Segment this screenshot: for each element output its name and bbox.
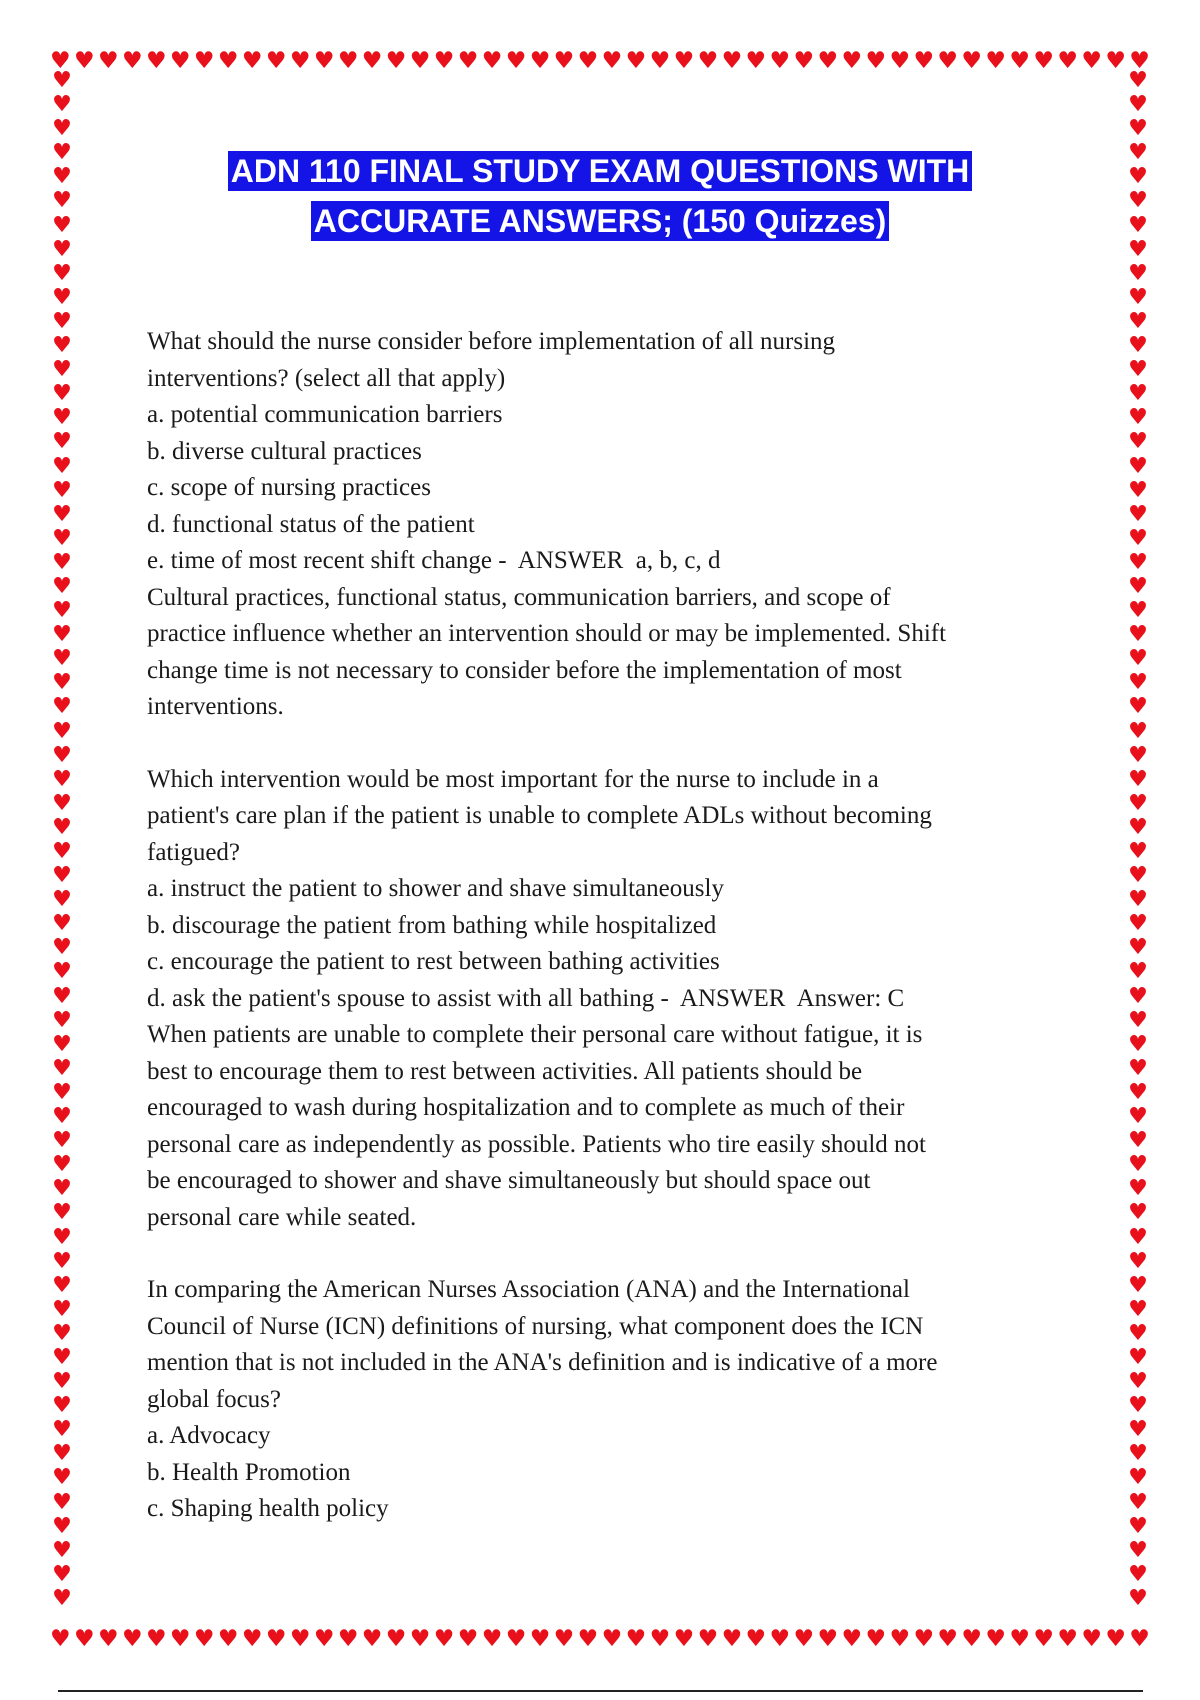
heart-icon: ♥ (1128, 622, 1148, 648)
question-stem-line: global focus? (147, 1385, 281, 1413)
heart-icon: ♥ (52, 116, 72, 142)
heart-icon: ♥ (52, 1369, 72, 1395)
heart-icon: ♥ (52, 1441, 72, 1467)
heart-icon: ♥ (265, 48, 287, 74)
heart-icon: ♥ (793, 1626, 815, 1652)
heart-icon: ♥ (1128, 1007, 1148, 1033)
heart-icon: ♥ (289, 48, 311, 74)
heart-icon: ♥ (745, 1626, 767, 1652)
heart-icon: ♥ (1128, 1441, 1148, 1467)
heart-icon: ♥ (52, 164, 72, 190)
heart-icon: ♥ (1128, 260, 1148, 286)
heart-icon: ♥ (52, 1513, 72, 1539)
heart-icon: ♥ (937, 48, 959, 74)
heart-icon: ♥ (52, 212, 72, 238)
heart-icon: ♥ (1128, 1513, 1148, 1539)
heart-border-bottom (50, 1626, 1150, 1652)
heart-icon: ♥ (1128, 1128, 1148, 1154)
heart-icon: ♥ (1105, 48, 1126, 74)
heart-icon: ♥ (1033, 1626, 1054, 1652)
heart-icon: ♥ (961, 1626, 983, 1652)
heart-icon: ♥ (121, 48, 143, 74)
answer-option: c. scope of nursing practices (147, 474, 431, 501)
heart-icon: ♥ (553, 48, 575, 74)
question-stem-line: In comparing the American Nurses Association (ANA) and the International (147, 1276, 910, 1303)
heart-icon: ♥ (361, 48, 383, 74)
answer-option: a. instruct the patient to shower and shave simultaneously (147, 875, 724, 902)
heart-icon: ♥ (769, 48, 791, 74)
heart-icon: ♥ (1128, 357, 1148, 383)
heart-icon: ♥ (52, 405, 72, 431)
heart-icon: ♥ (52, 1079, 72, 1105)
heart-icon: ♥ (1128, 212, 1148, 238)
heart-icon: ♥ (52, 622, 72, 648)
heart-icon: ♥ (961, 48, 983, 74)
heart-icon: ♥ (433, 1626, 455, 1652)
heart-icon: ♥ (673, 1626, 695, 1652)
heart-icon: ♥ (1057, 1626, 1078, 1652)
heart-icon: ♥ (52, 983, 72, 1009)
heart-icon: ♥ (529, 1626, 551, 1652)
heart-icon: ♥ (793, 48, 815, 74)
heart-icon: ♥ (1128, 742, 1148, 768)
heart-border-left (50, 70, 74, 1610)
heart-icon: ♥ (52, 718, 72, 744)
heart-icon: ♥ (52, 766, 72, 792)
heart-icon: ♥ (52, 742, 72, 768)
heart-icon: ♥ (577, 48, 599, 74)
heart-icon: ♥ (385, 48, 407, 74)
heart-icon: ♥ (52, 1561, 72, 1587)
question-stem-line: Council of Nurse (ICN) definitions of nursing, what component does the ICN (147, 1312, 924, 1340)
heart-icon: ♥ (169, 1626, 191, 1652)
heart-icon: ♥ (1081, 1626, 1102, 1652)
heart-border-top (50, 48, 1150, 74)
question-stem-line: patient's care plan if the patient is unable to complete ADLs without becoming (147, 802, 932, 829)
heart-icon: ♥ (1128, 188, 1148, 214)
heart-icon: ♥ (52, 68, 72, 93)
heart-icon: ♥ (1057, 48, 1078, 74)
heart-icon: ♥ (1009, 1626, 1030, 1652)
heart-border-right (1126, 70, 1150, 1610)
heart-icon: ♥ (1128, 1176, 1148, 1202)
heart-icon: ♥ (913, 48, 935, 74)
heart-icon: ♥ (52, 525, 72, 551)
heart-icon: ♥ (289, 1626, 311, 1652)
question-stem-line: interventions? (select all that apply) (147, 364, 506, 392)
heart-icon: ♥ (409, 48, 431, 74)
heart-icon: ♥ (385, 1626, 407, 1652)
heart-icon: ♥ (457, 48, 479, 74)
heart-icon: ♥ (865, 48, 887, 74)
heart-icon: ♥ (1105, 1626, 1126, 1652)
heart-icon: ♥ (1128, 68, 1148, 93)
heart-icon: ♥ (1128, 1585, 1148, 1611)
answer-option: a. potential communication barriers (147, 401, 503, 428)
heart-icon: ♥ (52, 646, 72, 672)
heart-icon: ♥ (1128, 429, 1148, 455)
heart-icon: ♥ (52, 935, 72, 961)
heart-icon: ♥ (52, 1224, 72, 1250)
heart-icon: ♥ (1128, 284, 1148, 310)
heart-icon: ♥ (52, 381, 72, 407)
heart-icon: ♥ (241, 48, 263, 74)
heart-icon: ♥ (52, 1200, 72, 1226)
rationale-line: interventions. (147, 693, 284, 720)
heart-icon: ♥ (1128, 453, 1148, 479)
bottom-divider (58, 1690, 1143, 1692)
heart-icon: ♥ (50, 1626, 71, 1652)
heart-icon: ♥ (1128, 116, 1148, 142)
heart-icon: ♥ (1128, 1320, 1148, 1346)
heart-icon: ♥ (52, 1417, 72, 1443)
heart-icon: ♥ (1128, 1104, 1148, 1130)
heart-icon: ♥ (769, 1626, 791, 1652)
heart-icon: ♥ (1128, 1417, 1148, 1443)
heart-icon: ♥ (1128, 959, 1148, 985)
heart-icon: ♥ (1081, 48, 1102, 74)
heart-icon: ♥ (1128, 1393, 1148, 1419)
heart-icon: ♥ (52, 453, 72, 479)
heart-icon: ♥ (505, 48, 527, 74)
heart-icon: ♥ (52, 1344, 72, 1370)
heart-icon: ♥ (52, 501, 72, 527)
rationale-line: change time is not necessary to consider before the implementation of most (147, 656, 902, 684)
heart-icon: ♥ (241, 1626, 263, 1652)
heart-icon: ♥ (745, 48, 767, 74)
heart-icon: ♥ (1128, 1200, 1148, 1226)
heart-icon: ♥ (1128, 1152, 1148, 1178)
rationale-line: When patients are unable to complete their personal care without fatigue, it is (147, 1021, 923, 1048)
heart-icon: ♥ (52, 863, 72, 889)
heart-icon: ♥ (52, 260, 72, 286)
question-stem-line: mention that is not included in the ANA's definition and is indicative of a more (147, 1349, 938, 1376)
heart-icon: ♥ (1128, 236, 1148, 262)
heart-icon: ♥ (52, 1537, 72, 1563)
heart-icon: ♥ (1128, 887, 1148, 913)
heart-icon: ♥ (73, 48, 95, 74)
answer-option: d. ask the patient's spouse to assist with all bathing - ANSWER Answer: C (147, 984, 905, 1012)
heart-icon: ♥ (52, 1152, 72, 1178)
heart-icon: ♥ (673, 48, 695, 74)
heart-icon: ♥ (505, 1626, 527, 1652)
heart-icon: ♥ (697, 48, 719, 74)
heart-icon: ♥ (1128, 718, 1148, 744)
heart-icon: ♥ (1128, 1272, 1148, 1298)
heart-icon: ♥ (52, 1007, 72, 1033)
heart-icon: ♥ (697, 1626, 719, 1652)
heart-icon: ♥ (649, 48, 671, 74)
rationale-line: encouraged to wash during hospitalization and to complete as much of their (147, 1094, 905, 1121)
heart-icon: ♥ (1009, 48, 1030, 74)
heart-icon: ♥ (52, 1104, 72, 1130)
heart-icon: ♥ (1128, 1296, 1148, 1322)
heart-icon: ♥ (52, 1055, 72, 1081)
heart-icon: ♥ (1128, 935, 1148, 961)
heart-icon: ♥ (649, 1626, 671, 1652)
heart-icon: ♥ (1128, 1079, 1148, 1105)
answer-option: b. diverse cultural practices (147, 437, 422, 465)
heart-icon: ♥ (52, 670, 72, 696)
heart-icon: ♥ (52, 1128, 72, 1154)
heart-icon: ♥ (52, 1248, 72, 1274)
heart-icon: ♥ (1128, 694, 1148, 720)
heart-icon: ♥ (52, 1489, 72, 1515)
heart-icon: ♥ (601, 48, 623, 74)
heart-icon: ♥ (52, 140, 72, 166)
heart-icon: ♥ (1128, 863, 1148, 889)
heart-icon: ♥ (193, 48, 215, 74)
rationale-line: practice influence whether an intervention should or may be implemented. Shift (147, 620, 947, 647)
heart-icon: ♥ (577, 1626, 599, 1652)
heart-icon: ♥ (1129, 48, 1150, 74)
heart-icon: ♥ (1128, 1055, 1148, 1081)
heart-icon: ♥ (337, 48, 359, 74)
heart-icon: ♥ (1128, 573, 1148, 599)
answer-option: b. discourage the patient from bathing while hospitalized (147, 911, 717, 939)
heart-icon: ♥ (1033, 48, 1054, 74)
heart-icon: ♥ (1128, 333, 1148, 359)
heart-icon: ♥ (457, 1626, 479, 1652)
heart-icon: ♥ (1128, 983, 1148, 1009)
heart-icon: ♥ (553, 1626, 575, 1652)
heart-icon: ♥ (1128, 598, 1148, 624)
question-block (147, 324, 1067, 726)
heart-icon: ♥ (52, 839, 72, 864)
question-block (147, 762, 1067, 1237)
heart-icon: ♥ (721, 1626, 743, 1652)
heart-icon: ♥ (52, 357, 72, 383)
heart-icon: ♥ (193, 1626, 215, 1652)
heart-icon: ♥ (865, 1626, 887, 1652)
heart-icon: ♥ (433, 48, 455, 74)
answer-option: c. encourage the patient to rest between bathing activities (147, 948, 720, 975)
rationale-line: personal care while seated. (147, 1203, 417, 1231)
heart-icon: ♥ (313, 1626, 335, 1652)
heart-icon: ♥ (52, 598, 72, 624)
answer-option: d. functional status of the patient (147, 510, 475, 538)
heart-icon: ♥ (1128, 140, 1148, 166)
heart-icon: ♥ (625, 1626, 647, 1652)
heart-icon: ♥ (1128, 549, 1148, 575)
heart-icon: ♥ (1128, 646, 1148, 672)
rationale-line: Cultural practices, functional status, communication barriers, and scope of (147, 583, 891, 611)
heart-icon: ♥ (169, 48, 191, 74)
heart-icon: ♥ (52, 1031, 72, 1057)
heart-icon: ♥ (52, 1585, 72, 1611)
heart-icon: ♥ (601, 1626, 623, 1652)
heart-icon: ♥ (121, 1626, 143, 1652)
heart-icon: ♥ (721, 48, 743, 74)
question-stem-line: What should the nurse consider before implementation of all nursing (147, 328, 836, 355)
answer-option: b. Health Promotion (147, 1458, 351, 1486)
heart-icon: ♥ (1128, 911, 1148, 937)
heart-icon: ♥ (52, 1296, 72, 1322)
heart-icon: ♥ (409, 1626, 431, 1652)
heart-icon: ♥ (73, 1626, 95, 1652)
heart-icon: ♥ (52, 959, 72, 985)
heart-icon: ♥ (481, 48, 503, 74)
heart-icon: ♥ (817, 1626, 839, 1652)
heart-icon: ♥ (1128, 1031, 1148, 1057)
heart-icon: ♥ (52, 236, 72, 262)
title-line-2: ACCURATE ANSWERS; (150 Quizzes) (311, 201, 890, 241)
heart-icon: ♥ (52, 887, 72, 913)
heart-icon: ♥ (1129, 1626, 1150, 1652)
heart-icon: ♥ (52, 429, 72, 455)
heart-icon: ♥ (1128, 1537, 1148, 1563)
answer-option: a. Advocacy (147, 1422, 271, 1449)
heart-icon: ♥ (1128, 839, 1148, 864)
heart-icon: ♥ (52, 1176, 72, 1202)
heart-icon: ♥ (52, 694, 72, 720)
heart-icon: ♥ (1128, 92, 1148, 118)
heart-icon: ♥ (265, 1626, 287, 1652)
heart-icon: ♥ (913, 1626, 935, 1652)
heart-icon: ♥ (889, 48, 911, 74)
heart-icon: ♥ (841, 1626, 863, 1652)
heart-icon: ♥ (985, 48, 1007, 74)
heart-icon: ♥ (841, 48, 863, 74)
heart-icon: ♥ (1128, 308, 1148, 334)
heart-icon: ♥ (52, 549, 72, 575)
heart-icon: ♥ (52, 1320, 72, 1346)
title-line-1: ADN 110 FINAL STUDY EXAM QUESTIONS WITH (228, 151, 972, 191)
heart-icon: ♥ (529, 48, 551, 74)
heart-icon: ♥ (625, 48, 647, 74)
heart-icon: ♥ (52, 1465, 72, 1491)
heart-icon: ♥ (1128, 1465, 1148, 1491)
heart-icon: ♥ (97, 48, 119, 74)
answer-option: c. Shaping health policy (147, 1495, 389, 1522)
heart-icon: ♥ (52, 1272, 72, 1298)
heart-icon: ♥ (52, 333, 72, 359)
heart-icon: ♥ (1128, 766, 1148, 792)
heart-icon: ♥ (481, 1626, 503, 1652)
heart-icon: ♥ (52, 188, 72, 214)
heart-icon: ♥ (52, 790, 72, 816)
heart-icon: ♥ (52, 308, 72, 334)
heart-icon: ♥ (50, 48, 71, 74)
heart-icon: ♥ (52, 911, 72, 937)
heart-icon: ♥ (52, 573, 72, 599)
heart-icon: ♥ (1128, 477, 1148, 503)
rationale-line: personal care as independently as possible. Patients who tire easily should not (147, 1130, 926, 1158)
rationale-line: best to encourage them to rest between activities. All patients should be (147, 1057, 863, 1085)
heart-icon: ♥ (145, 1626, 167, 1652)
heart-icon: ♥ (1128, 381, 1148, 407)
question-block (147, 1272, 1067, 1528)
heart-icon: ♥ (1128, 814, 1148, 840)
heart-icon: ♥ (52, 284, 72, 310)
heart-icon: ♥ (52, 1393, 72, 1419)
heart-icon: ♥ (1128, 790, 1148, 816)
heart-icon: ♥ (361, 1626, 383, 1652)
heart-icon: ♥ (1128, 501, 1148, 527)
heart-icon: ♥ (1128, 164, 1148, 190)
heart-icon: ♥ (1128, 1344, 1148, 1370)
page-title (0, 146, 1200, 246)
heart-icon: ♥ (1128, 670, 1148, 696)
heart-icon: ♥ (889, 1626, 911, 1652)
heart-icon: ♥ (217, 1626, 239, 1652)
rationale-line: be encouraged to shower and shave simultaneously but should space out (147, 1167, 871, 1194)
heart-icon: ♥ (52, 92, 72, 118)
heart-icon: ♥ (1128, 405, 1148, 431)
answer-option: e. time of most recent shift change - ANSWER a, b, c, d (147, 547, 721, 574)
heart-icon: ♥ (817, 48, 839, 74)
heart-icon: ♥ (52, 477, 72, 503)
question-stem-line: fatigued? (147, 838, 241, 866)
heart-icon: ♥ (145, 48, 167, 74)
heart-icon: ♥ (313, 48, 335, 74)
heart-icon: ♥ (97, 1626, 119, 1652)
heart-icon: ♥ (1128, 1369, 1148, 1395)
heart-icon: ♥ (52, 814, 72, 840)
heart-icon: ♥ (985, 1626, 1007, 1652)
question-list (147, 324, 1067, 1564)
heart-icon: ♥ (1128, 1224, 1148, 1250)
heart-icon: ♥ (1128, 525, 1148, 551)
heart-icon: ♥ (1128, 1248, 1148, 1274)
heart-icon: ♥ (337, 1626, 359, 1652)
heart-icon: ♥ (217, 48, 239, 74)
heart-icon: ♥ (1128, 1561, 1148, 1587)
heart-icon: ♥ (937, 1626, 959, 1652)
question-stem-line: Which intervention would be most important for the nurse to include in a (147, 765, 879, 793)
heart-icon: ♥ (1128, 1489, 1148, 1515)
